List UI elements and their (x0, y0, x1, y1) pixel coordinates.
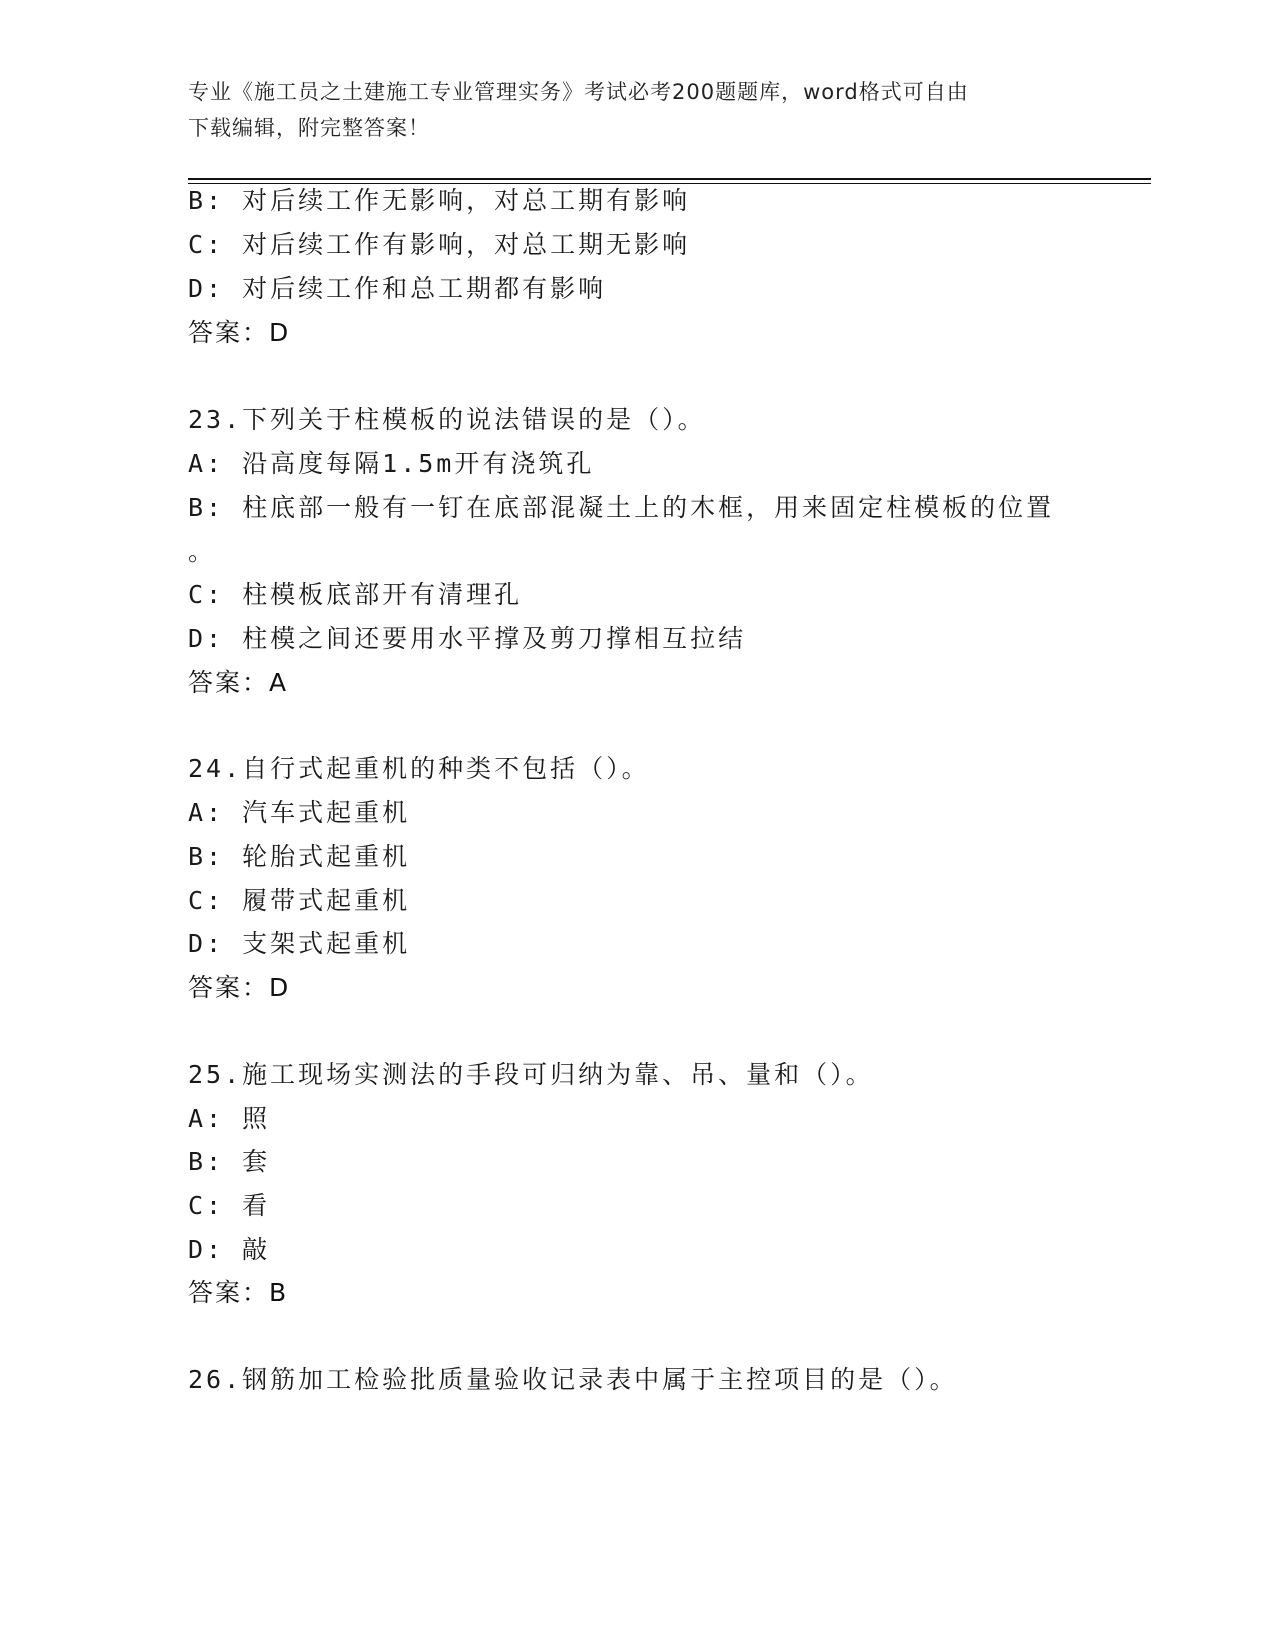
question-24-option-d: D: 支架式起重机 (188, 929, 411, 958)
document-header (188, 74, 1088, 146)
question-25-stem: 25.施工现场实测法的手段可归纳为靠、吊、量和（）。 (188, 1060, 874, 1089)
question-24-answer: 答案：D (188, 973, 291, 1002)
question-24-option-a: A: 汽车式起重机 (188, 798, 411, 827)
question-23-stem: 23.下列关于柱模板的说法错误的是（）。 (188, 405, 706, 434)
question-23-option-d: D: 柱模之间还要用水平撑及剪刀撑相互拉结 (188, 624, 747, 653)
header-line-2: 下载编辑，附完整答案！ (188, 116, 430, 140)
question-23-option-b-continued: 。 (188, 537, 217, 566)
question-25-option-c: C: 看 (188, 1191, 271, 1220)
question-25-option-b: B: 套 (188, 1147, 271, 1176)
question-24-option-c: C: 履带式起重机 (188, 886, 411, 915)
question-25-option-d: D: 敲 (188, 1235, 271, 1264)
prev-option-d: D: 对后续工作和总工期都有影响 (188, 274, 607, 303)
prev-answer: 答案：D (188, 318, 291, 347)
prev-option-c: C: 对后续工作有影响，对总工期无影响 (188, 230, 691, 259)
question-23-option-c: C: 柱模板底部开有清理孔 (188, 580, 523, 609)
header-line-1: 专业《施工员之土建施工专业管理实务》考试必考200题题库，word格式可自由 (188, 80, 969, 104)
question-23-option-b: B: 柱底部一般有一钉在底部混凝土上的木框，用来固定柱模板的位置 (188, 493, 1055, 522)
question-26-stem: 26.钢筋加工检验批质量验收记录表中属于主控项目的是（）。 (188, 1365, 958, 1394)
question-25-answer: 答案：B (188, 1278, 289, 1307)
question-23-answer: 答案：A (188, 668, 289, 697)
question-24-option-b: B: 轮胎式起重机 (188, 842, 411, 871)
header-divider-thick (188, 178, 1151, 180)
question-23-option-a: A: 沿高度每隔1.5m开有浇筑孔 (188, 449, 595, 478)
question-25-option-a: A: 照 (188, 1104, 271, 1133)
prev-option-b: B: 对后续工作无影响，对总工期有影响 (188, 186, 691, 215)
question-24-stem: 24.自行式起重机的种类不包括（）。 (188, 754, 650, 783)
